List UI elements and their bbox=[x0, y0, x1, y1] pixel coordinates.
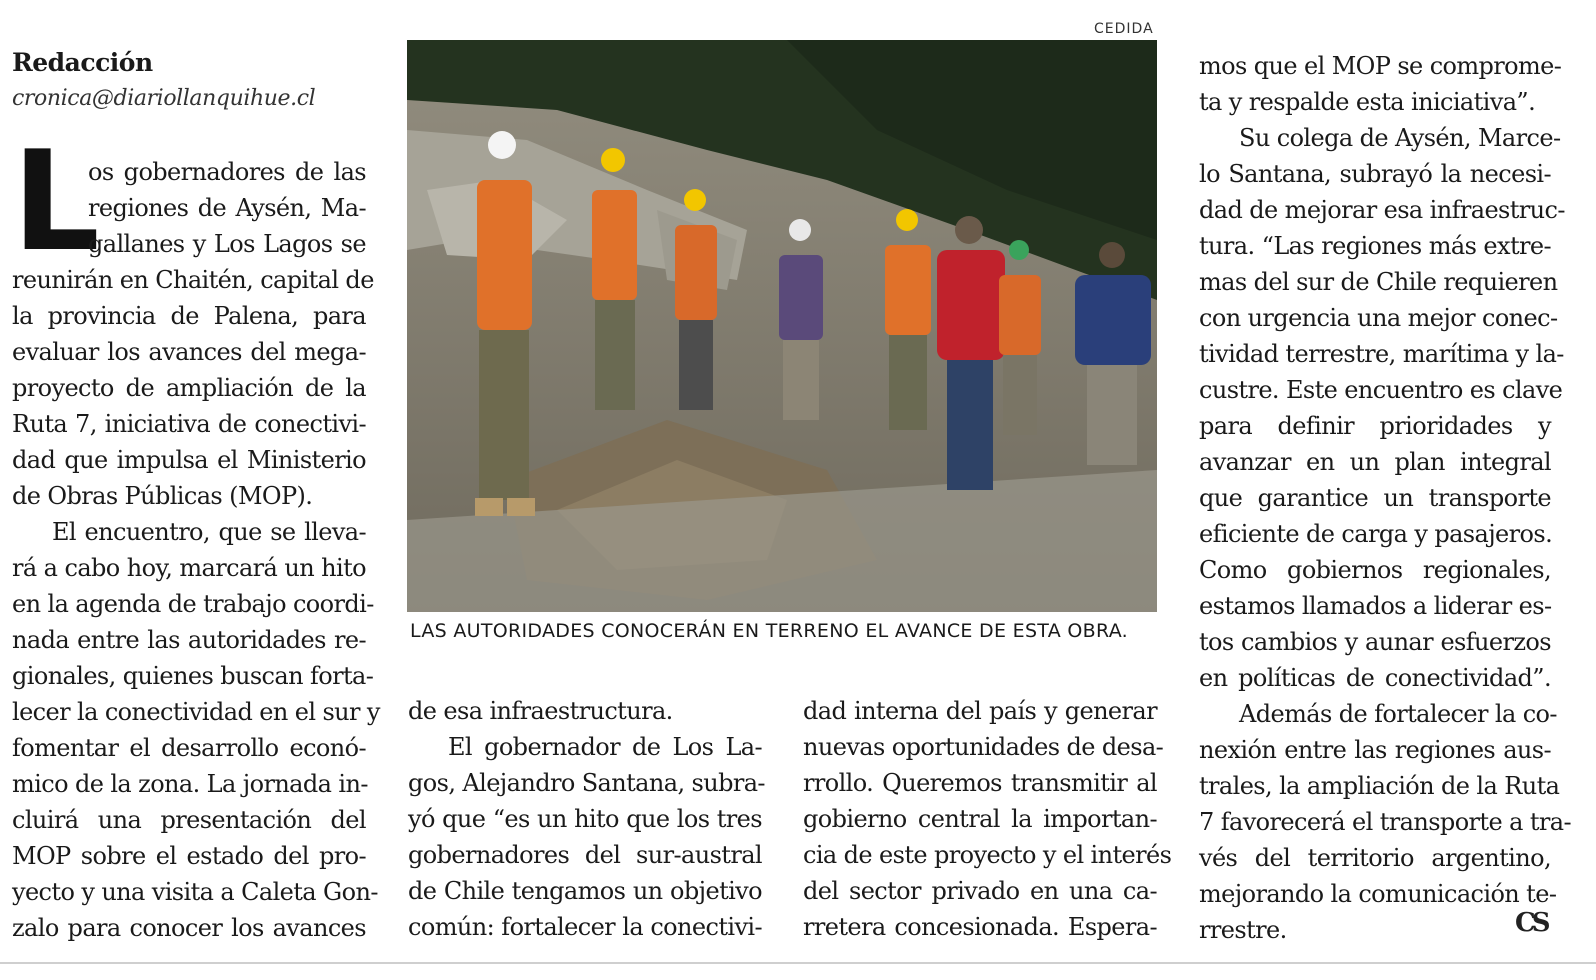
text-line: en políticas de conectividad”. bbox=[1199, 664, 1551, 692]
text-line: de Obras Públicas (MOP). bbox=[12, 482, 313, 510]
construction-site-illustration bbox=[407, 40, 1157, 612]
article-photo bbox=[407, 40, 1157, 612]
text-line: de esa infraestructura. bbox=[408, 697, 673, 725]
text-line: trales, la ampliación de la Ruta bbox=[1199, 772, 1560, 800]
text-line: 7 favorecerá el transporte a tra- bbox=[1199, 808, 1571, 836]
text-line: del sector privado en una ca- bbox=[803, 877, 1157, 905]
end-of-article-mark: CS bbox=[1515, 908, 1547, 938]
bottom-divider bbox=[0, 962, 1596, 964]
text-line: nada entre las autoridades re- bbox=[12, 626, 366, 654]
text-line: rrollo. Queremos transmitir al bbox=[803, 769, 1157, 797]
article-column-1 bbox=[12, 154, 380, 946]
text-line: reunirán en Chaitén, capital de bbox=[12, 266, 374, 294]
text-line: dad que impulsa el Ministerio bbox=[12, 446, 366, 474]
text-line: zalo para conocer los avances bbox=[12, 914, 366, 942]
article-column-3 bbox=[803, 693, 1172, 945]
text-line: mejorando la comunicación te- bbox=[1199, 880, 1557, 908]
text-line: lo Santana, subrayó la necesi- bbox=[1199, 160, 1551, 188]
text-line: custre. Este encuentro es clave bbox=[1199, 376, 1563, 404]
text-line: MOP sobre el estado del pro- bbox=[12, 842, 366, 870]
text-line: yecto y una visita a Caleta Gon- bbox=[12, 878, 378, 906]
article-column-4 bbox=[1199, 48, 1571, 948]
text-line: os gobernadores de las bbox=[88, 158, 366, 186]
text-line: rrestre. bbox=[1199, 916, 1287, 944]
text-line: Además de fortalecer la co- bbox=[1239, 700, 1557, 728]
text-line: gionales, quienes buscan forta- bbox=[12, 662, 374, 690]
text-line: avanzar en un plan integral bbox=[1199, 448, 1551, 476]
text-line: lecer la conectividad en el sur y bbox=[12, 698, 380, 726]
byline-author: Redacción bbox=[12, 48, 153, 77]
text-line: proyecto de ampliación de la bbox=[12, 374, 366, 402]
text-line: eficiente de carga y pasajeros. bbox=[1199, 520, 1553, 548]
text-line: rretera concesionada. Espera- bbox=[803, 913, 1157, 941]
text-line: en la agenda de trabajo coordi- bbox=[12, 590, 374, 618]
photo-caption: LAS AUTORIDADES CONOCERÁN EN TERRENO EL AVANCE DE ESTA OBRA. bbox=[410, 620, 1128, 642]
text-line: vés del territorio argentino, bbox=[1199, 844, 1551, 872]
photo-credit: CEDIDA bbox=[1094, 21, 1154, 37]
text-line: mas del sur de Chile requieren bbox=[1199, 268, 1558, 296]
text-line: ta y respalde esta iniciativa”. bbox=[1199, 88, 1536, 116]
text-line: El encuentro, que se lleva- bbox=[52, 518, 366, 546]
text-line: gos, Alejandro Santana, subra- bbox=[408, 769, 765, 797]
text-line: gallanes y Los Lagos se bbox=[88, 230, 366, 258]
text-line: estamos llamados a liderar es- bbox=[1199, 592, 1552, 620]
text-line: tos cambios y aunar esfuerzos bbox=[1199, 628, 1551, 656]
text-line: gobernadores del sur-austral bbox=[408, 841, 762, 869]
text-line: tura. “Las regiones más extre- bbox=[1199, 232, 1551, 260]
text-line: rá a cabo hoy, marcará un hito bbox=[12, 554, 366, 582]
text-line: regiones de Aysén, Ma- bbox=[88, 194, 366, 222]
text-line: gobierno central la importan- bbox=[803, 805, 1157, 833]
text-line: para definir prioridades y bbox=[1199, 412, 1551, 440]
byline-email[interactable]: cronica@diariollanquihue.cl bbox=[12, 86, 316, 111]
text-line: Como gobiernos regionales, bbox=[1199, 556, 1551, 584]
text-line: fomentar el desarrollo econó- bbox=[12, 734, 366, 762]
text-line: evaluar los avances del mega- bbox=[12, 338, 366, 366]
article-column-2 bbox=[408, 693, 765, 945]
text-line: de Chile tengamos un objetivo bbox=[408, 877, 762, 905]
text-line: nuevas oportunidades de desa- bbox=[803, 733, 1164, 761]
text-line: con urgencia una mejor conec- bbox=[1199, 304, 1558, 332]
text-line: yó que “es un hito que los tres bbox=[408, 805, 762, 833]
text-line: cluirá una presentación del bbox=[12, 806, 366, 834]
text-line: la provincia de Palena, para bbox=[12, 302, 366, 330]
text-line: cia de este proyecto y el interés bbox=[803, 841, 1172, 869]
drop-cap: L bbox=[12, 121, 100, 282]
text-line: El gobernador de Los La- bbox=[448, 733, 762, 761]
text-line: mico de la zona. La jornada in- bbox=[12, 770, 368, 798]
text-line: dad de mejorar esa infraestruc- bbox=[1199, 196, 1565, 224]
text-line: nexión entre las regiones aus- bbox=[1199, 736, 1551, 764]
text-line: que garantice un transporte bbox=[1199, 484, 1551, 512]
text-line: Su colega de Aysén, Marce- bbox=[1239, 124, 1561, 152]
text-line: dad interna del país y generar bbox=[803, 697, 1157, 725]
text-line: mos que el MOP se comprome- bbox=[1199, 52, 1562, 80]
text-line: tividad terrestre, marítima y la- bbox=[1199, 340, 1564, 368]
text-line: Ruta 7, iniciativa de conectivi- bbox=[12, 410, 366, 438]
text-line: común: fortalecer la conectivi- bbox=[408, 913, 762, 941]
